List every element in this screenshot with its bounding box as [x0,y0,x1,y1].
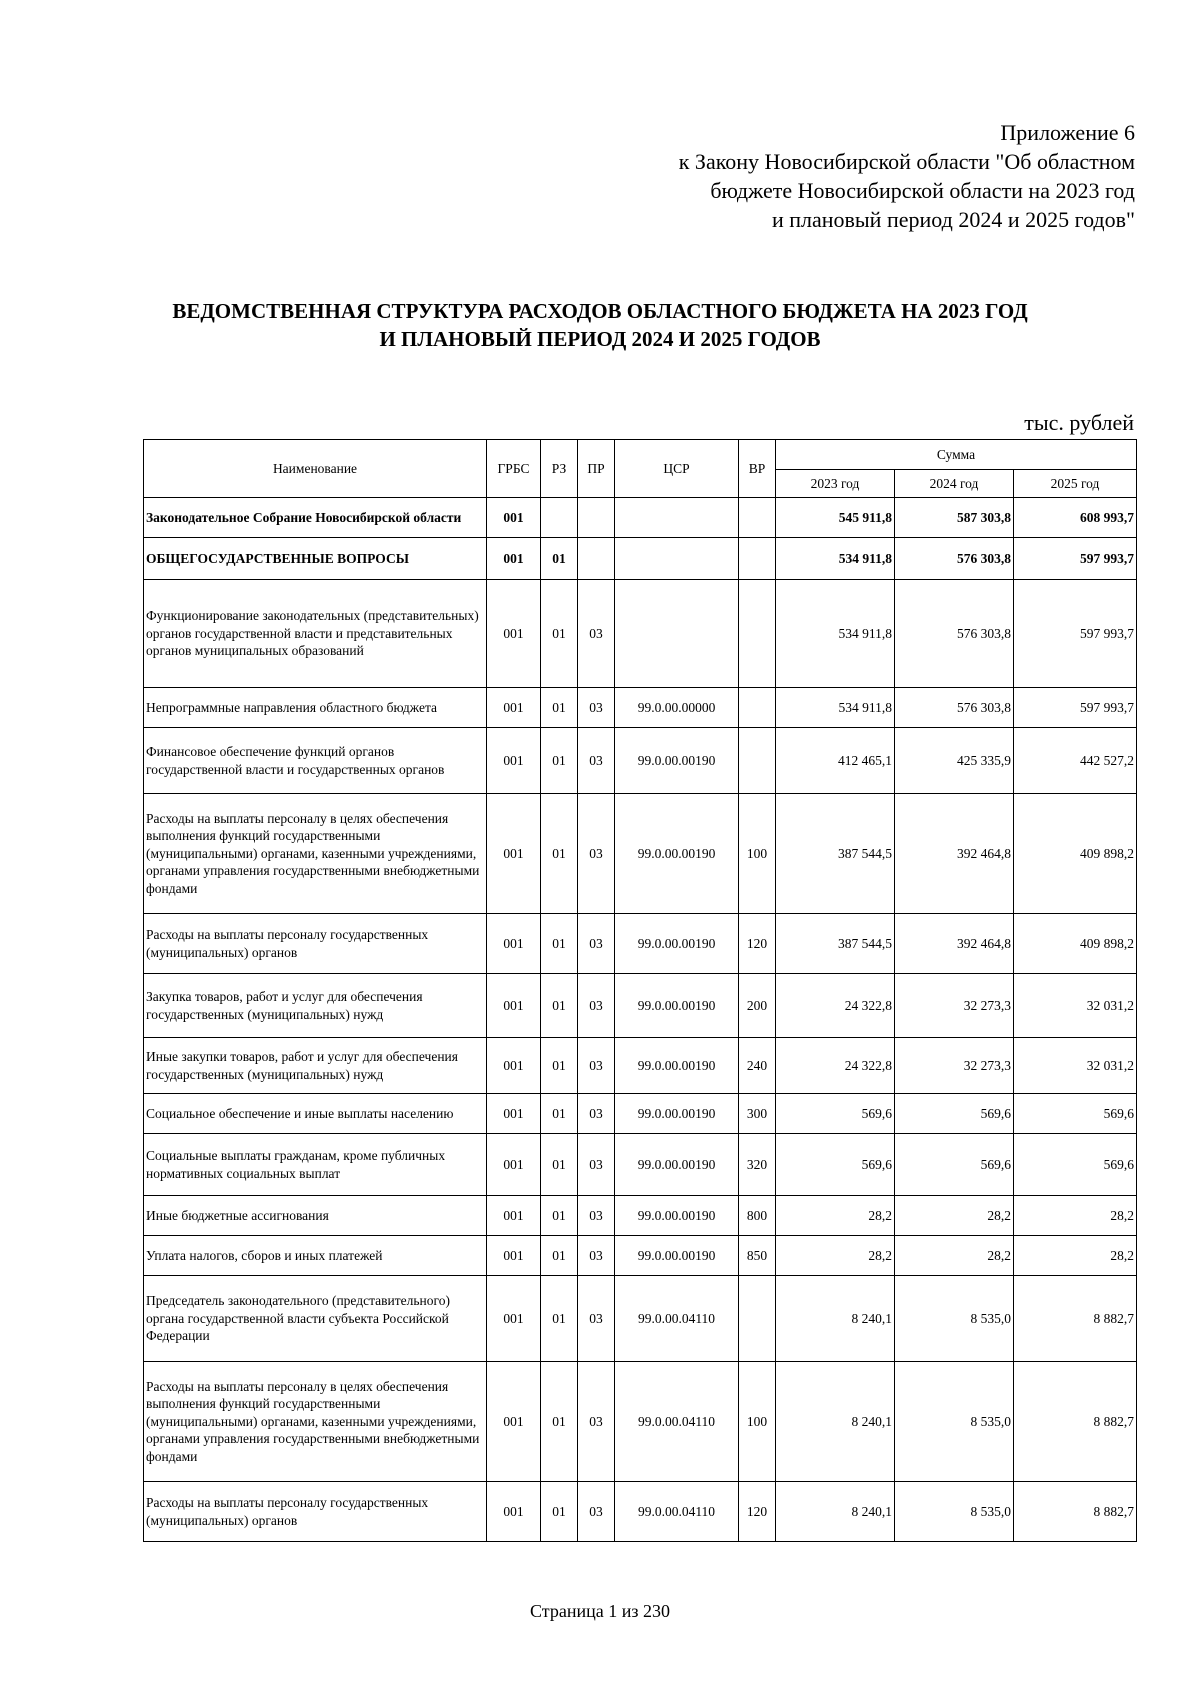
cell-vr: 850 [739,1236,776,1276]
cell-2025: 597 993,7 [1014,538,1137,580]
col-header-name: Наименование [144,440,487,498]
cell-csr: 99.0.00.00190 [615,794,739,914]
cell-2024: 8 535,0 [895,1276,1014,1362]
cell-vr: 100 [739,794,776,914]
cell-grbs: 001 [487,974,541,1038]
cell-2024: 569,6 [895,1094,1014,1134]
cell-pr [578,498,615,538]
cell-name: Расходы на выплаты персоналу государственных (муниципальных) органов [144,1482,487,1542]
cell-2025: 28,2 [1014,1236,1137,1276]
cell-2024: 8 535,0 [895,1362,1014,1482]
cell-name: Иные закупки товаров, работ и услуг для обеспечения государственных (муниципальных) нужд [144,1038,487,1094]
cell-grbs: 001 [487,498,541,538]
cell-vr: 800 [739,1196,776,1236]
cell-vr: 120 [739,1482,776,1542]
cell-pr: 03 [578,688,615,728]
cell-2024: 425 335,9 [895,728,1014,794]
cell-rz: 01 [541,1362,578,1482]
cell-vr [739,498,776,538]
table-row [144,580,1137,688]
cell-pr: 03 [578,1482,615,1542]
cell-name: ОБЩЕГОСУДАРСТВЕННЫЕ ВОПРОСЫ [144,538,487,580]
cell-2025: 409 898,2 [1014,914,1137,974]
cell-vr [739,580,776,688]
cell-2023: 534 911,8 [776,688,895,728]
cell-name: Законодательное Собрание Новосибирской области [144,498,487,538]
cell-grbs: 001 [487,1482,541,1542]
table-row [144,1094,1137,1134]
cell-pr: 03 [578,580,615,688]
cell-pr: 03 [578,1134,615,1196]
cell-pr: 03 [578,1196,615,1236]
cell-grbs: 001 [487,580,541,688]
cell-2023: 28,2 [776,1196,895,1236]
cell-2023: 534 911,8 [776,538,895,580]
cell-grbs: 001 [487,728,541,794]
table-row [144,498,1137,538]
cell-csr [615,538,739,580]
cell-2023: 387 544,5 [776,914,895,974]
cell-rz: 01 [541,1038,578,1094]
cell-vr [739,538,776,580]
budget-table [143,439,1137,1542]
cell-pr: 03 [578,1038,615,1094]
table-row [144,1236,1137,1276]
table-row [144,688,1137,728]
cell-csr: 99.0.00.00190 [615,1094,739,1134]
cell-csr: 99.0.00.04110 [615,1482,739,1542]
col-header-pr: ПР [578,440,615,498]
appendix-header [679,118,1135,234]
cell-2024: 28,2 [895,1196,1014,1236]
cell-rz: 01 [541,688,578,728]
title-line: ВЕДОМСТВЕННАЯ СТРУКТУРА РАСХОДОВ ОБЛАСТНОГО БЮДЖЕТА НА 2023 ГОД [172,299,1028,323]
cell-rz: 01 [541,974,578,1038]
col-header-csr: ЦСР [615,440,739,498]
cell-vr [739,1276,776,1362]
cell-grbs: 001 [487,1094,541,1134]
cell-2024: 392 464,8 [895,794,1014,914]
cell-pr: 03 [578,728,615,794]
cell-csr [615,498,739,538]
cell-rz [541,498,578,538]
cell-name: Расходы на выплаты персоналу в целях обеспечения выполнения функций государственными (муниципальными) органами, казенными учреждениями, органами управления государственными внебюджетными фондами [144,1362,487,1482]
cell-grbs: 001 [487,1038,541,1094]
cell-csr: 99.0.00.00190 [615,1196,739,1236]
cell-csr: 99.0.00.04110 [615,1362,739,1482]
cell-vr [739,688,776,728]
cell-grbs: 001 [487,1362,541,1482]
cell-rz: 01 [541,914,578,974]
cell-grbs: 001 [487,1134,541,1196]
cell-csr: 99.0.00.00190 [615,728,739,794]
cell-name: Функционирование законодательных (представительных) органов государственной власти и представительных органов муниципальных образований [144,580,487,688]
cell-rz: 01 [541,1276,578,1362]
cell-rz: 01 [541,794,578,914]
cell-2023: 412 465,1 [776,728,895,794]
cell-name: Непрограммные направления областного бюджета [144,688,487,728]
cell-name: Уплата налогов, сборов и иных платежей [144,1236,487,1276]
cell-name: Социальное обеспечение и иные выплаты населению [144,1094,487,1134]
cell-2025: 8 882,7 [1014,1482,1137,1542]
col-header-2023: 2023 год [776,470,895,498]
cell-csr: 99.0.00.00190 [615,974,739,1038]
cell-2025: 409 898,2 [1014,794,1137,914]
cell-vr: 120 [739,914,776,974]
cell-2023: 545 911,8 [776,498,895,538]
cell-2025: 32 031,2 [1014,974,1137,1038]
page-number: Страница 1 из 230 [530,1601,670,1621]
title-line: И ПЛАНОВЫЙ ПЕРИОД 2024 И 2025 ГОДОВ [379,327,821,351]
cell-2025: 569,6 [1014,1094,1137,1134]
table-row [144,1038,1137,1094]
table-row [144,1362,1137,1482]
cell-2023: 387 544,5 [776,794,895,914]
cell-grbs: 001 [487,794,541,914]
appendix-line: и плановый период 2024 и 2025 годов" [771,207,1135,232]
cell-rz: 01 [541,538,578,580]
cell-vr: 100 [739,1362,776,1482]
table-row [144,728,1137,794]
cell-pr: 03 [578,1094,615,1134]
col-header-grbs: ГРБС [487,440,541,498]
cell-2024: 569,6 [895,1134,1014,1196]
cell-pr: 03 [578,914,615,974]
cell-pr: 03 [578,794,615,914]
cell-2024: 587 303,8 [895,498,1014,538]
col-header-sum: Сумма [776,440,1137,470]
cell-2023: 24 322,8 [776,974,895,1038]
cell-rz: 01 [541,1196,578,1236]
cell-pr: 03 [578,974,615,1038]
cell-2025: 597 993,7 [1014,688,1137,728]
table-row [144,1196,1137,1236]
appendix-line: бюджете Новосибирской области на 2023 год [710,178,1135,203]
table-row [144,794,1137,914]
appendix-line: к Закону Новосибирской области "Об областном [678,149,1135,174]
cell-vr: 200 [739,974,776,1038]
cell-pr: 03 [578,1276,615,1362]
cell-name: Председатель законодательного (представительного) органа государственной власти субъекта Российской Федерации [144,1276,487,1362]
cell-csr: 99.0.00.00190 [615,914,739,974]
cell-2024: 576 303,8 [895,538,1014,580]
cell-2023: 8 240,1 [776,1276,895,1362]
cell-2025: 8 882,7 [1014,1362,1137,1482]
table-row [144,1276,1137,1362]
cell-csr: 99.0.00.00190 [615,1134,739,1196]
col-header-2025: 2025 год [1014,470,1137,498]
cell-2025: 569,6 [1014,1134,1137,1196]
cell-rz: 01 [541,1134,578,1196]
table-row [144,974,1137,1038]
cell-name: Иные бюджетные ассигнования [144,1196,487,1236]
cell-pr: 03 [578,1236,615,1276]
cell-2023: 8 240,1 [776,1362,895,1482]
cell-rz: 01 [541,728,578,794]
table-row [144,914,1137,974]
cell-2025: 32 031,2 [1014,1038,1137,1094]
cell-vr [739,728,776,794]
cell-2024: 576 303,8 [895,688,1014,728]
cell-name: Социальные выплаты гражданам, кроме публичных нормативных социальных выплат [144,1134,487,1196]
cell-2023: 569,6 [776,1134,895,1196]
cell-csr: 99.0.00.00000 [615,688,739,728]
cell-2023: 24 322,8 [776,1038,895,1094]
table-body [144,498,1137,1542]
cell-2024: 8 535,0 [895,1482,1014,1542]
cell-csr: 99.0.00.04110 [615,1276,739,1362]
cell-2025: 28,2 [1014,1196,1137,1236]
appendix-line: Приложение 6 [1000,120,1135,145]
table-header [144,440,1137,498]
cell-rz: 01 [541,580,578,688]
cell-2025: 442 527,2 [1014,728,1137,794]
cell-rz: 01 [541,1482,578,1542]
cell-2023: 534 911,8 [776,580,895,688]
col-header-rz: РЗ [541,440,578,498]
cell-2023: 569,6 [776,1094,895,1134]
cell-grbs: 001 [487,1276,541,1362]
units-label: тыс. рублей [1024,410,1134,435]
cell-2023: 8 240,1 [776,1482,895,1542]
cell-csr [615,580,739,688]
cell-name: Закупка товаров, работ и услуг для обеспечения государственных (муниципальных) нужд [144,974,487,1038]
document-title [0,297,1200,353]
cell-csr: 99.0.00.00190 [615,1236,739,1276]
cell-grbs: 001 [487,538,541,580]
cell-name: Финансовое обеспечение функций органов государственной власти и государственных органов [144,728,487,794]
cell-rz: 01 [541,1236,578,1276]
cell-2024: 32 273,3 [895,1038,1014,1094]
cell-vr: 240 [739,1038,776,1094]
cell-2024: 28,2 [895,1236,1014,1276]
cell-grbs: 001 [487,914,541,974]
cell-2024: 32 273,3 [895,974,1014,1038]
cell-vr: 300 [739,1094,776,1134]
col-header-2024: 2024 год [895,470,1014,498]
cell-grbs: 001 [487,1196,541,1236]
cell-2025: 8 882,7 [1014,1276,1137,1362]
cell-2025: 597 993,7 [1014,580,1137,688]
cell-2025: 608 993,7 [1014,498,1137,538]
cell-name: Расходы на выплаты персоналу в целях обеспечения выполнения функций государственными (муниципальными) органами, казенными учреждениями, органами управления государственными внебюджетными фондами [144,794,487,914]
cell-pr [578,538,615,580]
cell-2024: 576 303,8 [895,580,1014,688]
cell-grbs: 001 [487,688,541,728]
table-row [144,1482,1137,1542]
cell-2024: 392 464,8 [895,914,1014,974]
cell-pr: 03 [578,1362,615,1482]
cell-name: Расходы на выплаты персоналу государственных (муниципальных) органов [144,914,487,974]
table-row [144,538,1137,580]
col-header-vr: ВР [739,440,776,498]
table-row [144,1134,1137,1196]
cell-vr: 320 [739,1134,776,1196]
cell-grbs: 001 [487,1236,541,1276]
cell-2023: 28,2 [776,1236,895,1276]
cell-csr: 99.0.00.00190 [615,1038,739,1094]
cell-rz: 01 [541,1094,578,1134]
